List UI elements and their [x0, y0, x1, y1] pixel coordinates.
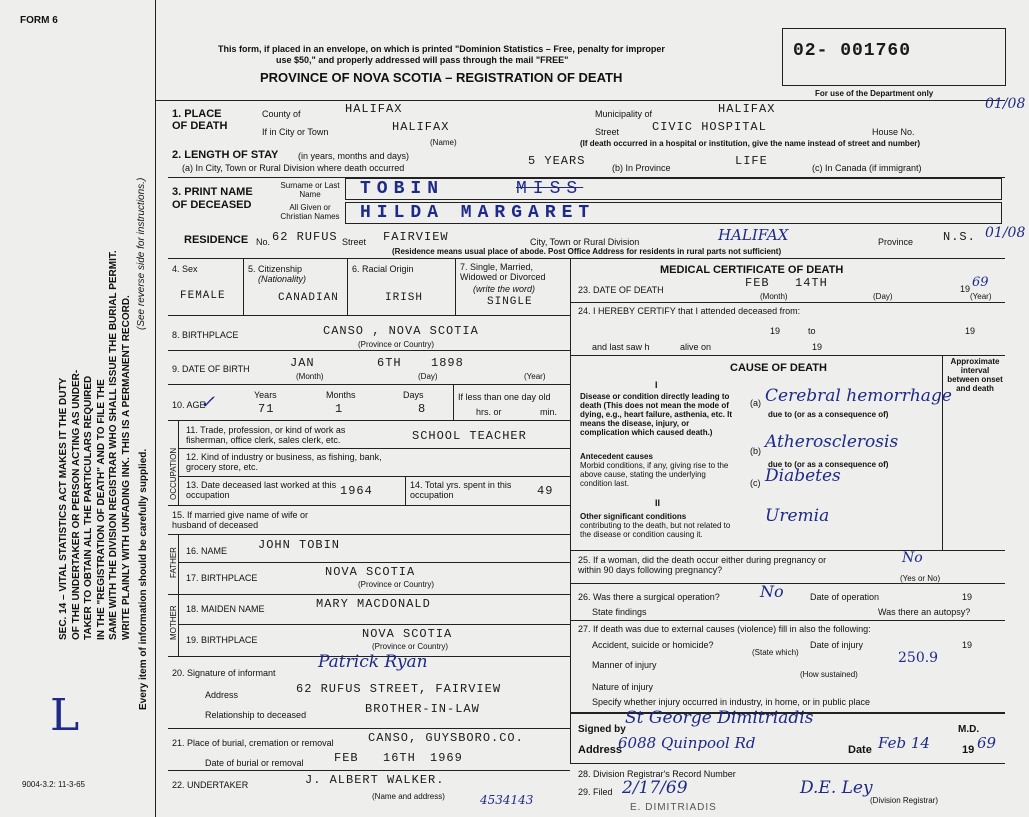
registrar-signature: D.E. Ley: [800, 778, 873, 798]
informant-signature: Patrick Ryan: [318, 652, 428, 672]
side-supplied-note: Every item of information should be carefully supplied.: [138, 448, 149, 710]
county: HALIFAX: [345, 102, 403, 116]
birth-year: 1898: [431, 356, 464, 370]
form-number: FORM 6: [20, 15, 58, 26]
occupation: SCHOOL TEACHER: [412, 429, 527, 443]
certification-year: 69: [977, 734, 997, 752]
burial-day: 16TH: [383, 751, 416, 765]
pregnancy-answer: No: [902, 550, 923, 566]
years-occupied: 49: [537, 484, 554, 498]
given-names: HILDA MARGARET: [360, 203, 596, 223]
undertaker-name: J. ALBERT WALKER.: [305, 773, 445, 787]
citizenship: CANADIAN: [278, 292, 339, 304]
given-names-box: [345, 202, 1002, 224]
informant-address: 62 RUFUS STREET, FAIRVIEW: [296, 682, 502, 696]
sex: FEMALE: [180, 290, 226, 302]
stay-city: 5 YEARS: [528, 154, 586, 168]
mail-notice-2: use $50," and properly addressed will pass through the mail "FREE": [276, 55, 569, 65]
racial-origin: IRISH: [385, 292, 424, 304]
stay-province: LIFE: [735, 154, 768, 168]
informant-relationship: BROTHER-IN-LAW: [365, 702, 480, 716]
father-name: JOHN TOBIN: [258, 538, 341, 552]
footer-code: 9004-3.2: 11-3-65: [22, 780, 86, 789]
father-birthplace: NOVA SCOTIA: [325, 565, 416, 579]
cause-a: Cerebral hemorrhage: [765, 386, 952, 406]
cause-c: Diabetes: [765, 466, 841, 486]
registration-number-box: [782, 28, 1006, 86]
birth-month: JAN: [290, 356, 315, 370]
street: CIVIC HOSPITAL: [652, 120, 767, 134]
certification-date: Feb 14: [878, 734, 930, 752]
birth-day: 6TH: [377, 356, 402, 370]
city: HALIFAX: [392, 120, 450, 134]
mail-notice-1: This form, if placed in an envelope, on which is printed "Dominion Statistics – Free, penalty for improper: [218, 44, 665, 54]
printed-physician-name: E. DIMITRIADIS: [630, 802, 717, 813]
side-reverse-note: (See reverse side for instructions.): [136, 177, 147, 330]
marital-status: SINGLE: [487, 296, 533, 308]
mother-maiden-name: MARY MACDONALD: [316, 597, 431, 611]
form-title: PROVINCE OF NOVA SCOTIA – REGISTRATION OF DEATH: [260, 70, 623, 85]
surname: TOBIN: [360, 179, 445, 199]
birthplace: CANSO , NOVA SCOTIA: [323, 324, 479, 338]
registration-number: 02- 001760: [793, 41, 912, 61]
residence-street: FAIRVIEW: [383, 230, 449, 244]
margin-initial: L: [50, 690, 80, 741]
death-month: FEB: [745, 276, 770, 290]
filed-date: 2/17/69: [622, 778, 688, 798]
burial-month: FEB: [334, 751, 359, 765]
surgery-answer: No: [760, 582, 784, 601]
last-worked: 1964: [340, 484, 373, 498]
code-250: 250.9: [898, 650, 939, 666]
medical-title: MEDICAL CERTIFICATE OF DEATH: [660, 264, 844, 276]
cause-other: Uremia: [765, 506, 830, 526]
side-instructions: SEC. 14 – VITAL STATISTICS ACT MAKES IT THE DUTY OF THE UNDERTAKER OR PERSON ACTING AS UNDER- TAKER TO OBTAIN ALL THE PARTICULARS REQUIRED IN THE "REGISTRATION OF DEATH" AND TO FILE THE SAME WITH THE DIVISION REGISTRAR WHO SHALL ISSUE THE BURIAL PERMIT. WRITE PLAINLY WITH UNFADING INK. THIS IS A PERMANENT RECORD.: [58, 250, 132, 640]
age-check-mark: ✓: [200, 392, 216, 413]
residence-city: HALIFAX: [718, 226, 789, 244]
undertaker-number: 4534143: [480, 793, 534, 807]
municipality: HALIFAX: [718, 102, 776, 116]
mother-birthplace: NOVA SCOTIA: [362, 627, 453, 641]
surname-box: [345, 178, 1002, 200]
age-years: 71: [258, 402, 275, 416]
burial-year: 1969: [430, 751, 463, 765]
residence-province: N.S.: [943, 230, 976, 244]
struck-title: MISS: [516, 179, 584, 199]
physician-address: 6088 Quinpool Rd: [618, 734, 756, 752]
residence-number: 62 RUFUS: [272, 230, 338, 244]
physician-signature: St George Dimitriadis: [625, 708, 814, 728]
margin-code-2: 01/08: [985, 225, 1026, 241]
death-year: 69: [972, 275, 989, 290]
age-months: 1: [335, 402, 344, 416]
dept-use-label: For use of the Department only: [815, 89, 934, 98]
death-day: 14TH: [795, 276, 828, 290]
age-days: 8: [418, 402, 427, 416]
margin-code-1: 01/08: [985, 96, 1026, 112]
cause-b: Atherosclerosis: [765, 432, 899, 452]
place-of-death-label: 1. PLACE OF DEATH: [172, 108, 228, 132]
burial-place: CANSO, GUYSBORO.CO.: [368, 731, 524, 745]
